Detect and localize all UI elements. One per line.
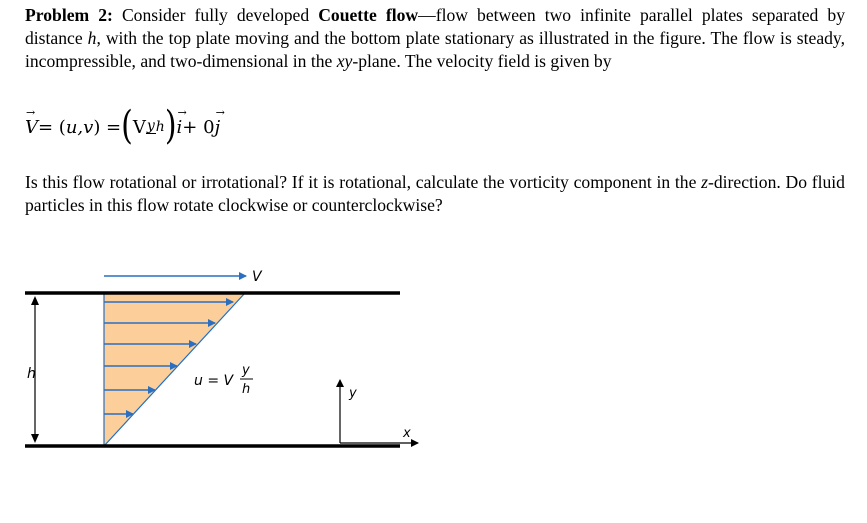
problem-text-b: —flow between two infinite parallel plates separated by distance bbox=[25, 5, 845, 48]
right-paren: ) bbox=[164, 103, 177, 150]
left-paren: ( bbox=[121, 103, 133, 150]
profile-formula-den: h bbox=[242, 382, 251, 397]
problem-label: Problem 2: bbox=[25, 5, 113, 25]
problem-text-a: Consider fully developed bbox=[112, 5, 319, 25]
plate-velocity-label: V bbox=[252, 269, 262, 285]
z-symbol: z bbox=[701, 172, 708, 192]
x-axis-label: x bbox=[403, 426, 411, 441]
velocity-vector-symbol: → V bbox=[25, 117, 38, 138]
question-b: -direction. Do fluid particles in this flow rotate clockwise or counterclockwise? bbox=[25, 172, 845, 215]
eq-plus-zero: + 0 bbox=[182, 116, 215, 138]
eq-uv: u,v bbox=[65, 116, 94, 138]
unit-j: → j bbox=[215, 117, 221, 138]
eq-frac-den: h bbox=[155, 118, 165, 135]
profile-formula-num: y bbox=[242, 363, 250, 378]
eq-part-1: = ( bbox=[38, 116, 66, 138]
eq-frac-num: y bbox=[146, 118, 155, 134]
gap-symbol: h bbox=[87, 28, 97, 48]
plane-symbol: xy bbox=[336, 51, 353, 71]
problem-text-c: , with the top plate moving and the bottom plate stationary as illustrated in the figure. The flow is steady, incompressible, and two-dimensional in the bbox=[25, 28, 845, 71]
y-axis-label: y bbox=[349, 386, 357, 401]
eq-coefficient: V bbox=[132, 116, 146, 138]
gap-label: h bbox=[27, 366, 36, 382]
problem-text-d: -plane. The velocity field is given by bbox=[352, 51, 612, 71]
profile-formula: u = V bbox=[194, 373, 234, 389]
gap-arrowhead-top bbox=[31, 296, 39, 305]
question-a: Is this flow rotational or irrotational? If it is rotational, calculate the vorticity component in the bbox=[25, 172, 702, 192]
unit-i: → i bbox=[177, 117, 183, 138]
gap-arrowhead-bottom bbox=[31, 434, 39, 443]
eq-part-2: ) = bbox=[93, 116, 122, 138]
flow-name: Couette flow bbox=[318, 5, 419, 25]
